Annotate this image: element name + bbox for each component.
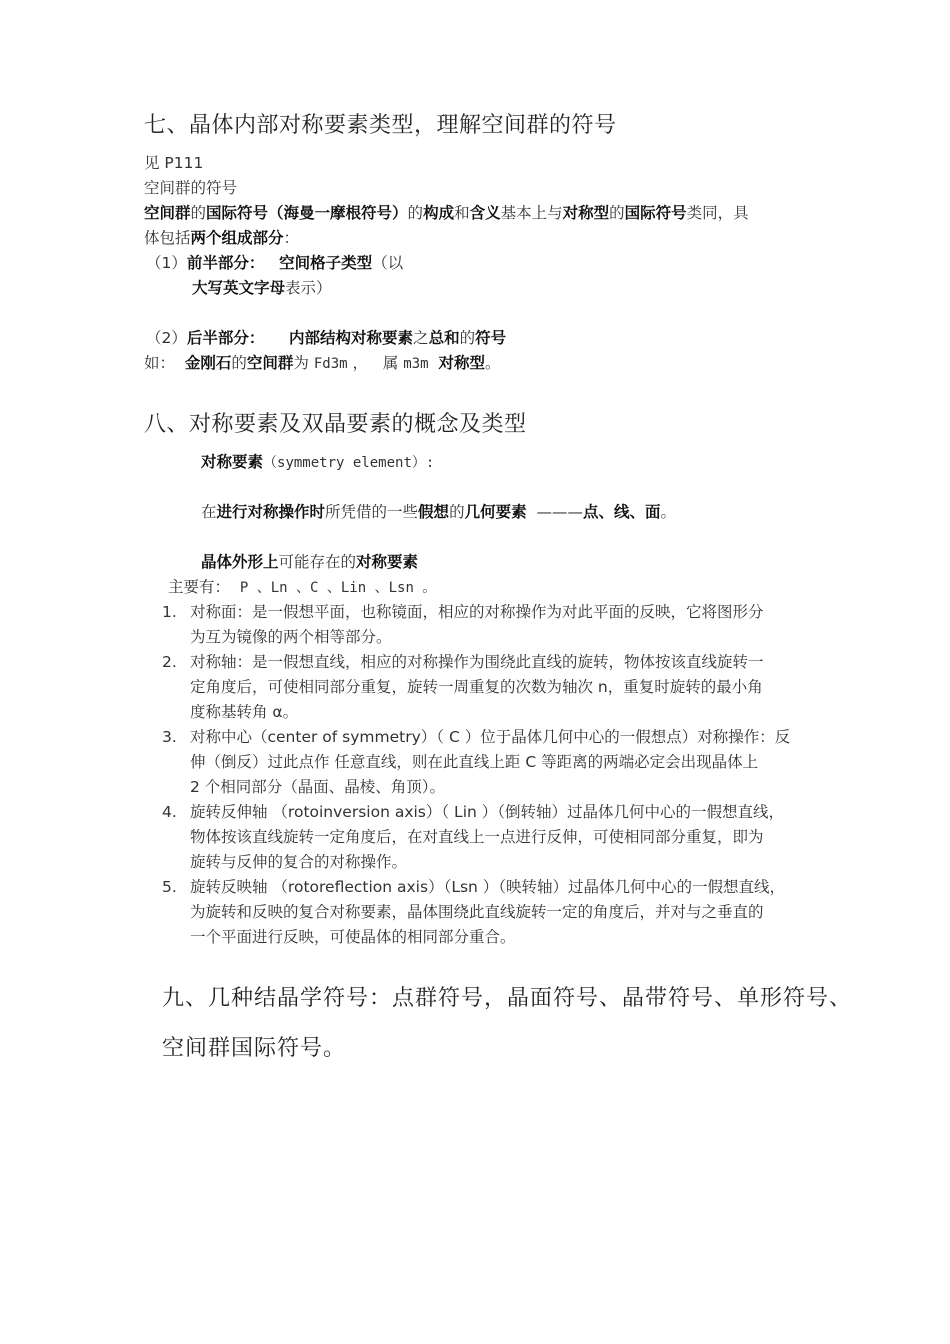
list-item — [190, 725, 790, 800]
emph: 进行对称操作时 — [216, 503, 326, 521]
emph: 前半部分： — [186, 254, 265, 272]
text: 之 — [413, 329, 429, 347]
emph: 国际符号 — [624, 204, 687, 222]
item-front-half-line2 — [192, 276, 332, 301]
emph: 晶体外形上 — [201, 553, 279, 571]
text: 。 — [484, 354, 501, 372]
text: 基本上与 — [500, 204, 563, 222]
definition-description — [201, 500, 676, 525]
section9-heading-line2: 空间群国际符号。 — [162, 1036, 347, 1061]
emph: 对称要素 — [201, 453, 264, 471]
list-number: 4. — [162, 803, 177, 821]
section8-heading: 八、对称要素及双晶要素的概念及类型 — [144, 412, 527, 437]
text: 。 — [660, 503, 676, 521]
list-item-line: 为互为镜像的两个相等部分。 — [190, 628, 392, 646]
emph: 后半部分： — [186, 329, 265, 347]
list-item-line: 定角度后，可使相同部分重复，旋转一周重复的次数为轴次 n，重复时旋转的最小角 — [190, 678, 763, 696]
list-item-line: 伸（倒反）过此点作 任意直线，则在此直线上距 C 等距离的两端必定会出现晶体上 — [190, 753, 759, 771]
text: 属 — [382, 354, 399, 372]
emph: 符号 — [475, 329, 507, 347]
text: 的 — [609, 204, 625, 222]
section9-heading-line1: 九、几种结晶学符号：点群符号，晶面符号、晶带符号、单形符号、 — [162, 986, 853, 1011]
text: 的 — [231, 354, 247, 372]
emph: 点、线、面 — [582, 503, 661, 521]
item-front-half — [146, 251, 403, 276]
text: 表示） — [285, 279, 332, 297]
list-item — [190, 600, 764, 650]
subtitle-space-group: 空间群的符号 — [144, 179, 238, 197]
text: ——— — [536, 503, 583, 521]
text: 体包括 — [144, 229, 191, 247]
space-group-symbol: Fd3m — [313, 356, 348, 372]
emph: 总和 — [428, 329, 460, 347]
main-elements-line — [168, 575, 436, 601]
item-number: （1） — [146, 254, 187, 272]
definition-term — [201, 450, 434, 476]
text: 为 — [293, 354, 309, 372]
list-item-line: 旋转反映轴 （rotoreflection axis）（Lsn ）（映转轴）过晶体几何中心的一假想直线， — [190, 878, 786, 896]
list-item — [190, 800, 784, 875]
text: 和 — [454, 204, 470, 222]
text: 的 — [449, 503, 465, 521]
paragraph-line-1 — [144, 201, 749, 226]
text: 在 — [201, 503, 217, 521]
item-number: （2） — [146, 329, 187, 347]
list-item-line: 物体按该直线旋转一定角度后，在对直线上一点进行反伸，可使相同部分重复，即为 — [190, 828, 764, 846]
list-number: 3. — [162, 728, 177, 746]
list-item-line: 对称轴：是一假想直线，相应的对称操作为围绕此直线的旋转，物体按该直线旋转一 — [190, 653, 764, 671]
emph: 构成 — [423, 204, 455, 222]
paragraph-line-2 — [144, 226, 299, 251]
list-item-line: 为旋转和反映的复合对称要素，晶体围绕此直线旋转一定的角度后，并对与之垂直的 — [190, 903, 764, 921]
text: （以 — [372, 254, 404, 272]
text: 的 — [459, 329, 476, 347]
symbols: P 、Ln 、C 、Lin 、Lsn 。 — [239, 580, 437, 596]
list-item-line: 旋转反伸轴 （rotoinversion axis）（ Lin ）（倒转轴）过晶体几何中心的一假想直线， — [190, 803, 785, 821]
emph: 内部结构对称要素 — [289, 329, 414, 347]
list-item-line: 度称基转角 α。 — [190, 703, 299, 721]
text: 如： — [144, 354, 176, 372]
emph: 国际符号（海曼一摩根符号） — [206, 204, 408, 222]
list-item — [190, 875, 785, 950]
emph: 对称型 — [562, 204, 610, 222]
list-number: 5. — [162, 878, 177, 896]
text: 所凭借的一些 — [325, 503, 419, 521]
item-back-half — [146, 326, 506, 351]
emph: 对称型 — [438, 354, 485, 372]
text: 类同，具 — [686, 204, 749, 222]
emph: 含义 — [469, 204, 501, 222]
list-item-line: 对称面：是一假想平面，也称镜面，相应的对称操作为对此平面的反映，它将图形分 — [190, 603, 764, 621]
emph: 空间群 — [246, 354, 294, 372]
list-number: 2. — [162, 653, 177, 671]
emph: 几何要素 — [464, 503, 527, 521]
list-number: 1. — [162, 603, 177, 621]
list-item — [190, 650, 764, 725]
see-reference: 见 P111 — [144, 154, 204, 172]
list-item-line: 一个平面进行反映，可使晶体的相同部分重合。 — [190, 928, 516, 946]
emph: 大写英文字母 — [192, 279, 286, 297]
english-term: （symmetry element）: — [263, 455, 435, 471]
text: ， — [352, 354, 369, 372]
text: 的 — [190, 204, 207, 222]
example-line — [144, 351, 500, 377]
text: 可能存在的 — [278, 553, 357, 571]
emph: 假想 — [418, 503, 450, 521]
list-item-line: 旋转与反伸的复合的对称操作。 — [190, 853, 408, 871]
text: 主要有： — [168, 578, 231, 596]
external-elements-line — [201, 550, 418, 575]
text: 的 — [407, 204, 424, 222]
emph: 空间格子类型 — [279, 254, 373, 272]
point-group-symbol: m3m — [403, 356, 429, 372]
list-item-line: 对称中心（center of symmetry）（ C ）位于晶体几何中心的一假想点）对称操作：反 — [190, 728, 791, 746]
list-item-line: 2 个相同部分（晶面、晶棱、角顶）。 — [190, 778, 446, 796]
emph: 空间群 — [144, 204, 191, 222]
section7-heading: 七、晶体内部对称要素类型，理解空间群的符号 — [144, 113, 617, 138]
emph: 两个组成部分 — [190, 229, 284, 247]
text: ： — [283, 229, 300, 247]
emph: 金刚石 — [184, 354, 232, 372]
emph: 对称要素 — [356, 553, 419, 571]
